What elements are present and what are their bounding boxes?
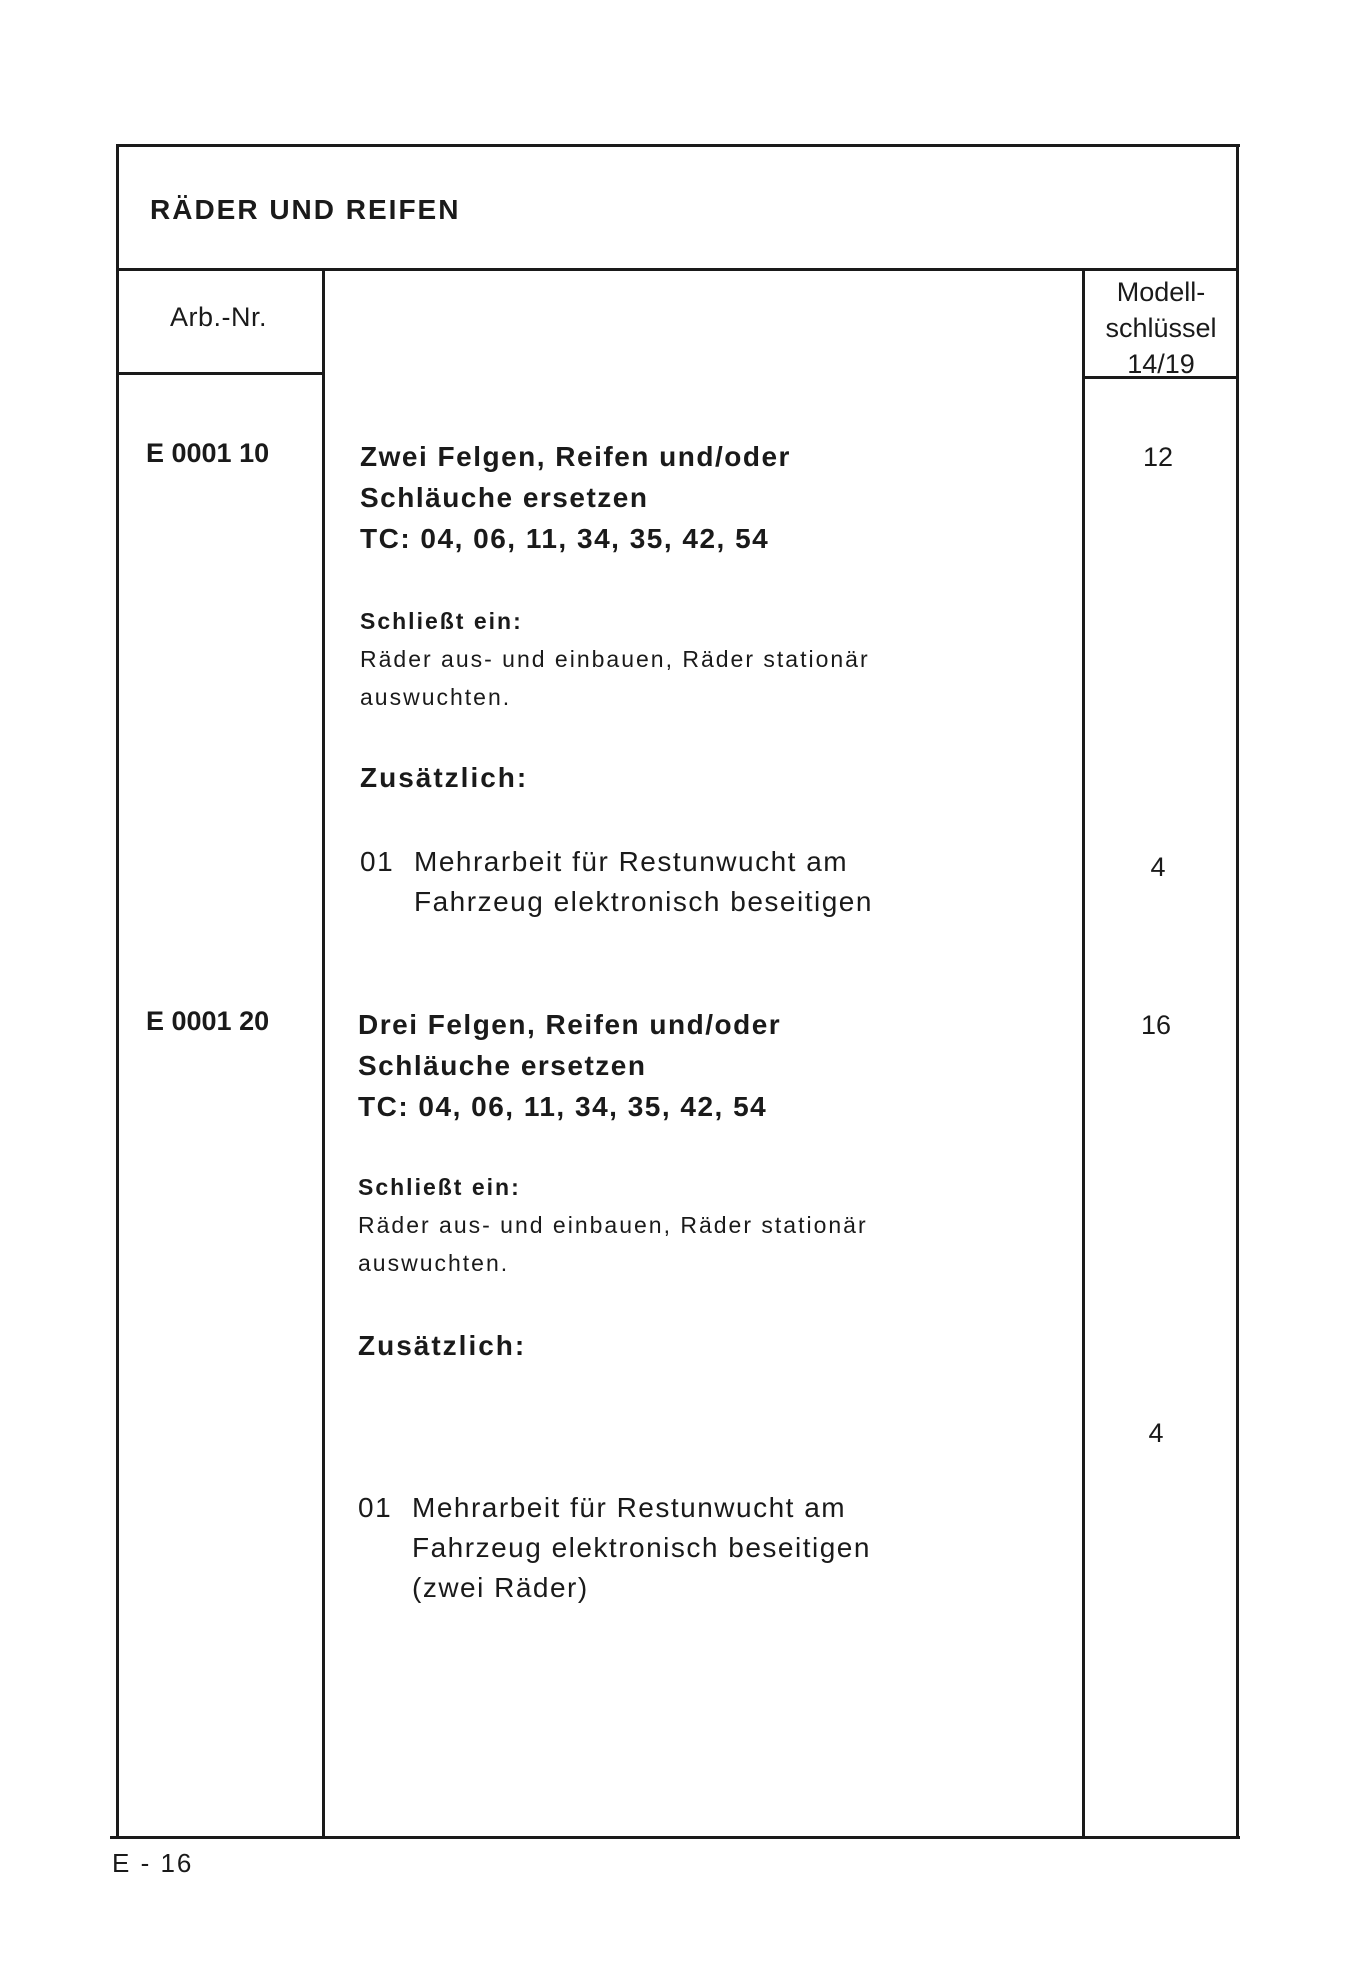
- additional-item-line: Mehrarbeit für Restunwucht am: [412, 1492, 847, 1523]
- entry-value: 16: [1140, 1010, 1172, 1040]
- entry-title-line: TC: 04, 06, 11, 34, 35, 42, 54: [358, 1091, 768, 1122]
- additional-item-text: [414, 842, 1060, 922]
- additional-item: [358, 1488, 1058, 1608]
- additional-item-number: 01: [358, 1492, 393, 1523]
- entry-title-line: Drei Felgen, Reifen und/oder: [358, 1009, 782, 1040]
- additional-label: Zusätzlich:: [360, 762, 529, 793]
- entry-title-line: Schläuche ersetzen: [360, 482, 649, 513]
- entry-arb-nr: E 0001 20: [146, 1006, 270, 1036]
- entry-title: [358, 1004, 1058, 1127]
- includes-text: [360, 640, 1060, 716]
- additional-item-text: [412, 1488, 1058, 1608]
- includes-line: auswuchten.: [360, 684, 512, 710]
- entry-value: 12: [1142, 442, 1174, 472]
- includes-line: auswuchten.: [358, 1250, 510, 1276]
- additional-item: [360, 842, 1060, 922]
- additional-item-value: 4: [1148, 1418, 1164, 1448]
- frame-top-border: [118, 144, 1240, 147]
- entry-title: [360, 436, 1060, 559]
- additional-item-line: (zwei Räder): [412, 1572, 589, 1603]
- modell-header-line: schlüssel: [1105, 313, 1217, 343]
- arb-nr-column-header: Arb.-Nr.: [170, 302, 268, 332]
- modell-header-line: 14/19: [1127, 349, 1195, 379]
- entry-title-line: Schläuche ersetzen: [358, 1050, 647, 1081]
- includes-line: Räder aus- und einbauen, Räder stationär: [360, 646, 870, 672]
- column-divider-right: [1082, 270, 1085, 1837]
- frame-left-border: [116, 144, 119, 1838]
- modell-column-header: [1086, 274, 1236, 382]
- includes-label: Schließt ein:: [360, 608, 523, 634]
- additional-label: Zusätzlich:: [358, 1330, 527, 1361]
- title-divider: [118, 268, 1238, 271]
- includes-line: Räder aus- und einbauen, Räder stationär: [358, 1212, 868, 1238]
- additional-item-line: Fahrzeug elektronisch beseitigen: [414, 886, 873, 917]
- additional-item-line: Fahrzeug elektronisch beseitigen: [412, 1532, 871, 1563]
- includes-label: Schließt ein:: [358, 1174, 521, 1200]
- section-title: RÄDER UND REIFEN: [150, 194, 461, 225]
- additional-item-line: Mehrarbeit für Restunwucht am: [414, 846, 849, 877]
- additional-item-number: 01: [360, 846, 395, 877]
- header-divider-left: [118, 372, 324, 375]
- includes-text: [358, 1206, 1058, 1282]
- additional-item-value: 4: [1150, 852, 1166, 882]
- page-number: E - 16: [112, 1848, 194, 1878]
- column-divider-left: [322, 270, 325, 1837]
- frame-right-border: [1236, 144, 1239, 1838]
- entry-arb-nr: E 0001 10: [146, 438, 270, 468]
- frame-bottom-border: [110, 1836, 1240, 1839]
- entry-title-line: TC: 04, 06, 11, 34, 35, 42, 54: [360, 523, 770, 554]
- modell-header-line: Modell-: [1116, 277, 1206, 307]
- entry-title-line: Zwei Felgen, Reifen und/oder: [360, 441, 791, 472]
